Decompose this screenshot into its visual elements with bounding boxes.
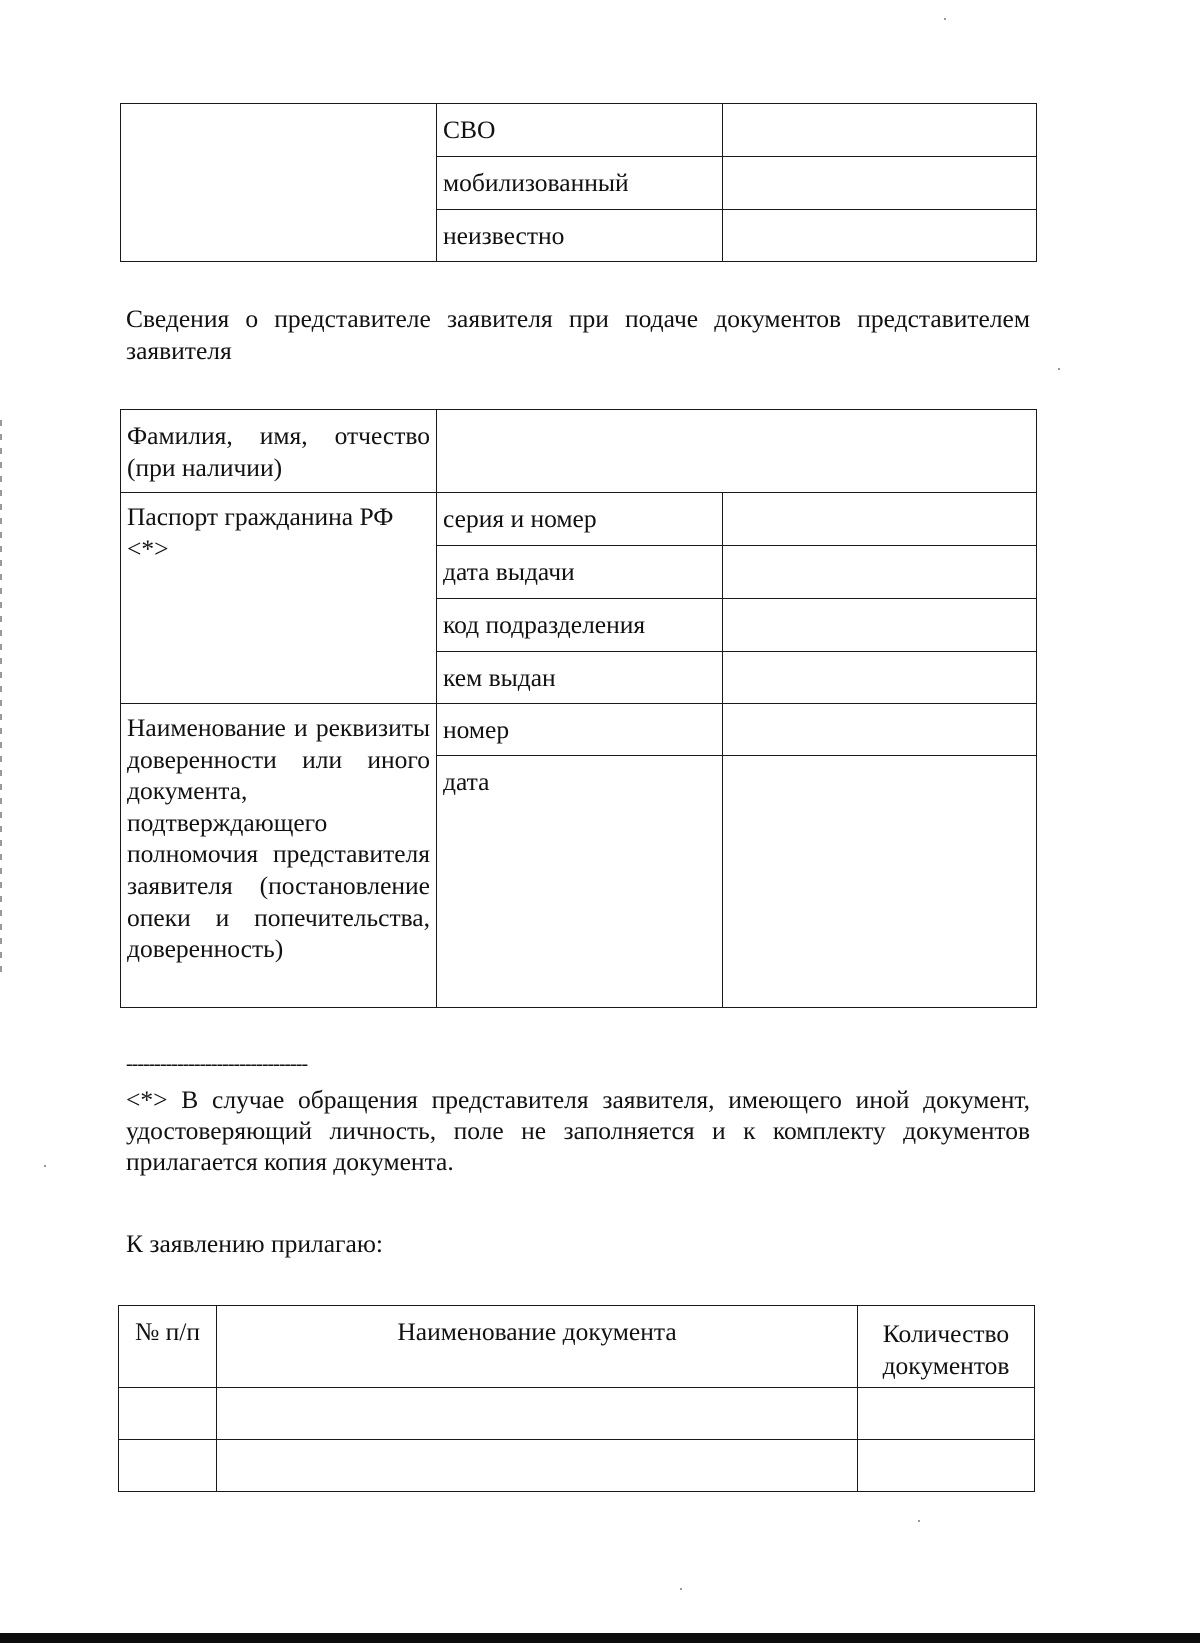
status-row-value-field[interactable] bbox=[723, 210, 1037, 262]
passport-issued-by-field[interactable] bbox=[723, 652, 1037, 704]
attachments-heading: К заявлению прилагаю: bbox=[126, 1229, 383, 1258]
scan-speck bbox=[680, 1588, 682, 1590]
full-name-field[interactable] bbox=[437, 410, 1037, 493]
row-document-name-field[interactable] bbox=[217, 1440, 858, 1492]
passport-label: Паспорт гражданина РФ <*> bbox=[121, 493, 437, 704]
status-table bbox=[120, 103, 1037, 262]
status-row-label: мобилизованный bbox=[437, 157, 723, 210]
scan-bottom-border bbox=[0, 1633, 1200, 1643]
footnote-text: <*> В случае обращения представителя заявителя, имеющего иной документ, удостоверяющий личность, поле не заполняется и к комплекту документов прилагается копия документа. bbox=[126, 1085, 1030, 1177]
passport-field-label: кем выдан bbox=[437, 652, 723, 704]
representative-table bbox=[120, 409, 1037, 1008]
passport-series-number-field[interactable] bbox=[723, 493, 1037, 546]
row-number-field[interactable] bbox=[119, 1388, 217, 1440]
passport-division-code-field[interactable] bbox=[723, 599, 1037, 652]
scan-speck bbox=[1058, 368, 1060, 370]
row-number-field[interactable] bbox=[119, 1440, 217, 1492]
authority-field-label: номер bbox=[437, 704, 723, 756]
row-document-count-field[interactable] bbox=[858, 1388, 1035, 1440]
full-name-label: Фамилия, имя, отчество (при наличии) bbox=[121, 410, 437, 493]
scan-speck bbox=[44, 1165, 46, 1167]
scan-speck bbox=[944, 18, 946, 20]
row-document-name-field[interactable] bbox=[217, 1388, 858, 1440]
column-header-number: № п/п bbox=[119, 1306, 217, 1388]
authority-number-field[interactable] bbox=[723, 704, 1037, 756]
table-row bbox=[119, 1440, 1035, 1492]
status-row-label: неизвестно bbox=[437, 210, 723, 262]
authority-date-field[interactable] bbox=[723, 756, 1037, 1008]
status-row-value-field[interactable] bbox=[723, 104, 1037, 157]
attachments-table bbox=[118, 1305, 1035, 1492]
scan-edge-artifact bbox=[0, 420, 2, 980]
representative-heading: Сведения о представителе заявителя при подаче документов представителем заявителя bbox=[126, 304, 1030, 365]
footnote-separator: -------------------------------- bbox=[126, 1053, 308, 1075]
column-header-document-name: Наименование документа bbox=[217, 1306, 858, 1388]
authority-field-label: дата bbox=[437, 756, 723, 1008]
status-row-label: СВО bbox=[437, 104, 723, 157]
passport-field-label: серия и номер bbox=[437, 493, 723, 546]
scan-speck bbox=[918, 1520, 920, 1522]
status-table-left-cell bbox=[121, 104, 437, 262]
passport-issue-date-field[interactable] bbox=[723, 546, 1037, 599]
row-document-count-field[interactable] bbox=[858, 1440, 1035, 1492]
table-row bbox=[119, 1388, 1035, 1440]
status-row-value-field[interactable] bbox=[723, 157, 1037, 210]
passport-field-label: дата выдачи bbox=[437, 546, 723, 599]
column-header-document-count: Количество документов bbox=[858, 1306, 1035, 1388]
authority-document-label: Наименование и реквизиты доверенности или иного документа, подтверждающего полномочия представителя заявителя (постановление опеки и попечительства, доверенность) bbox=[121, 704, 437, 1008]
passport-field-label: код подразделения bbox=[437, 599, 723, 652]
